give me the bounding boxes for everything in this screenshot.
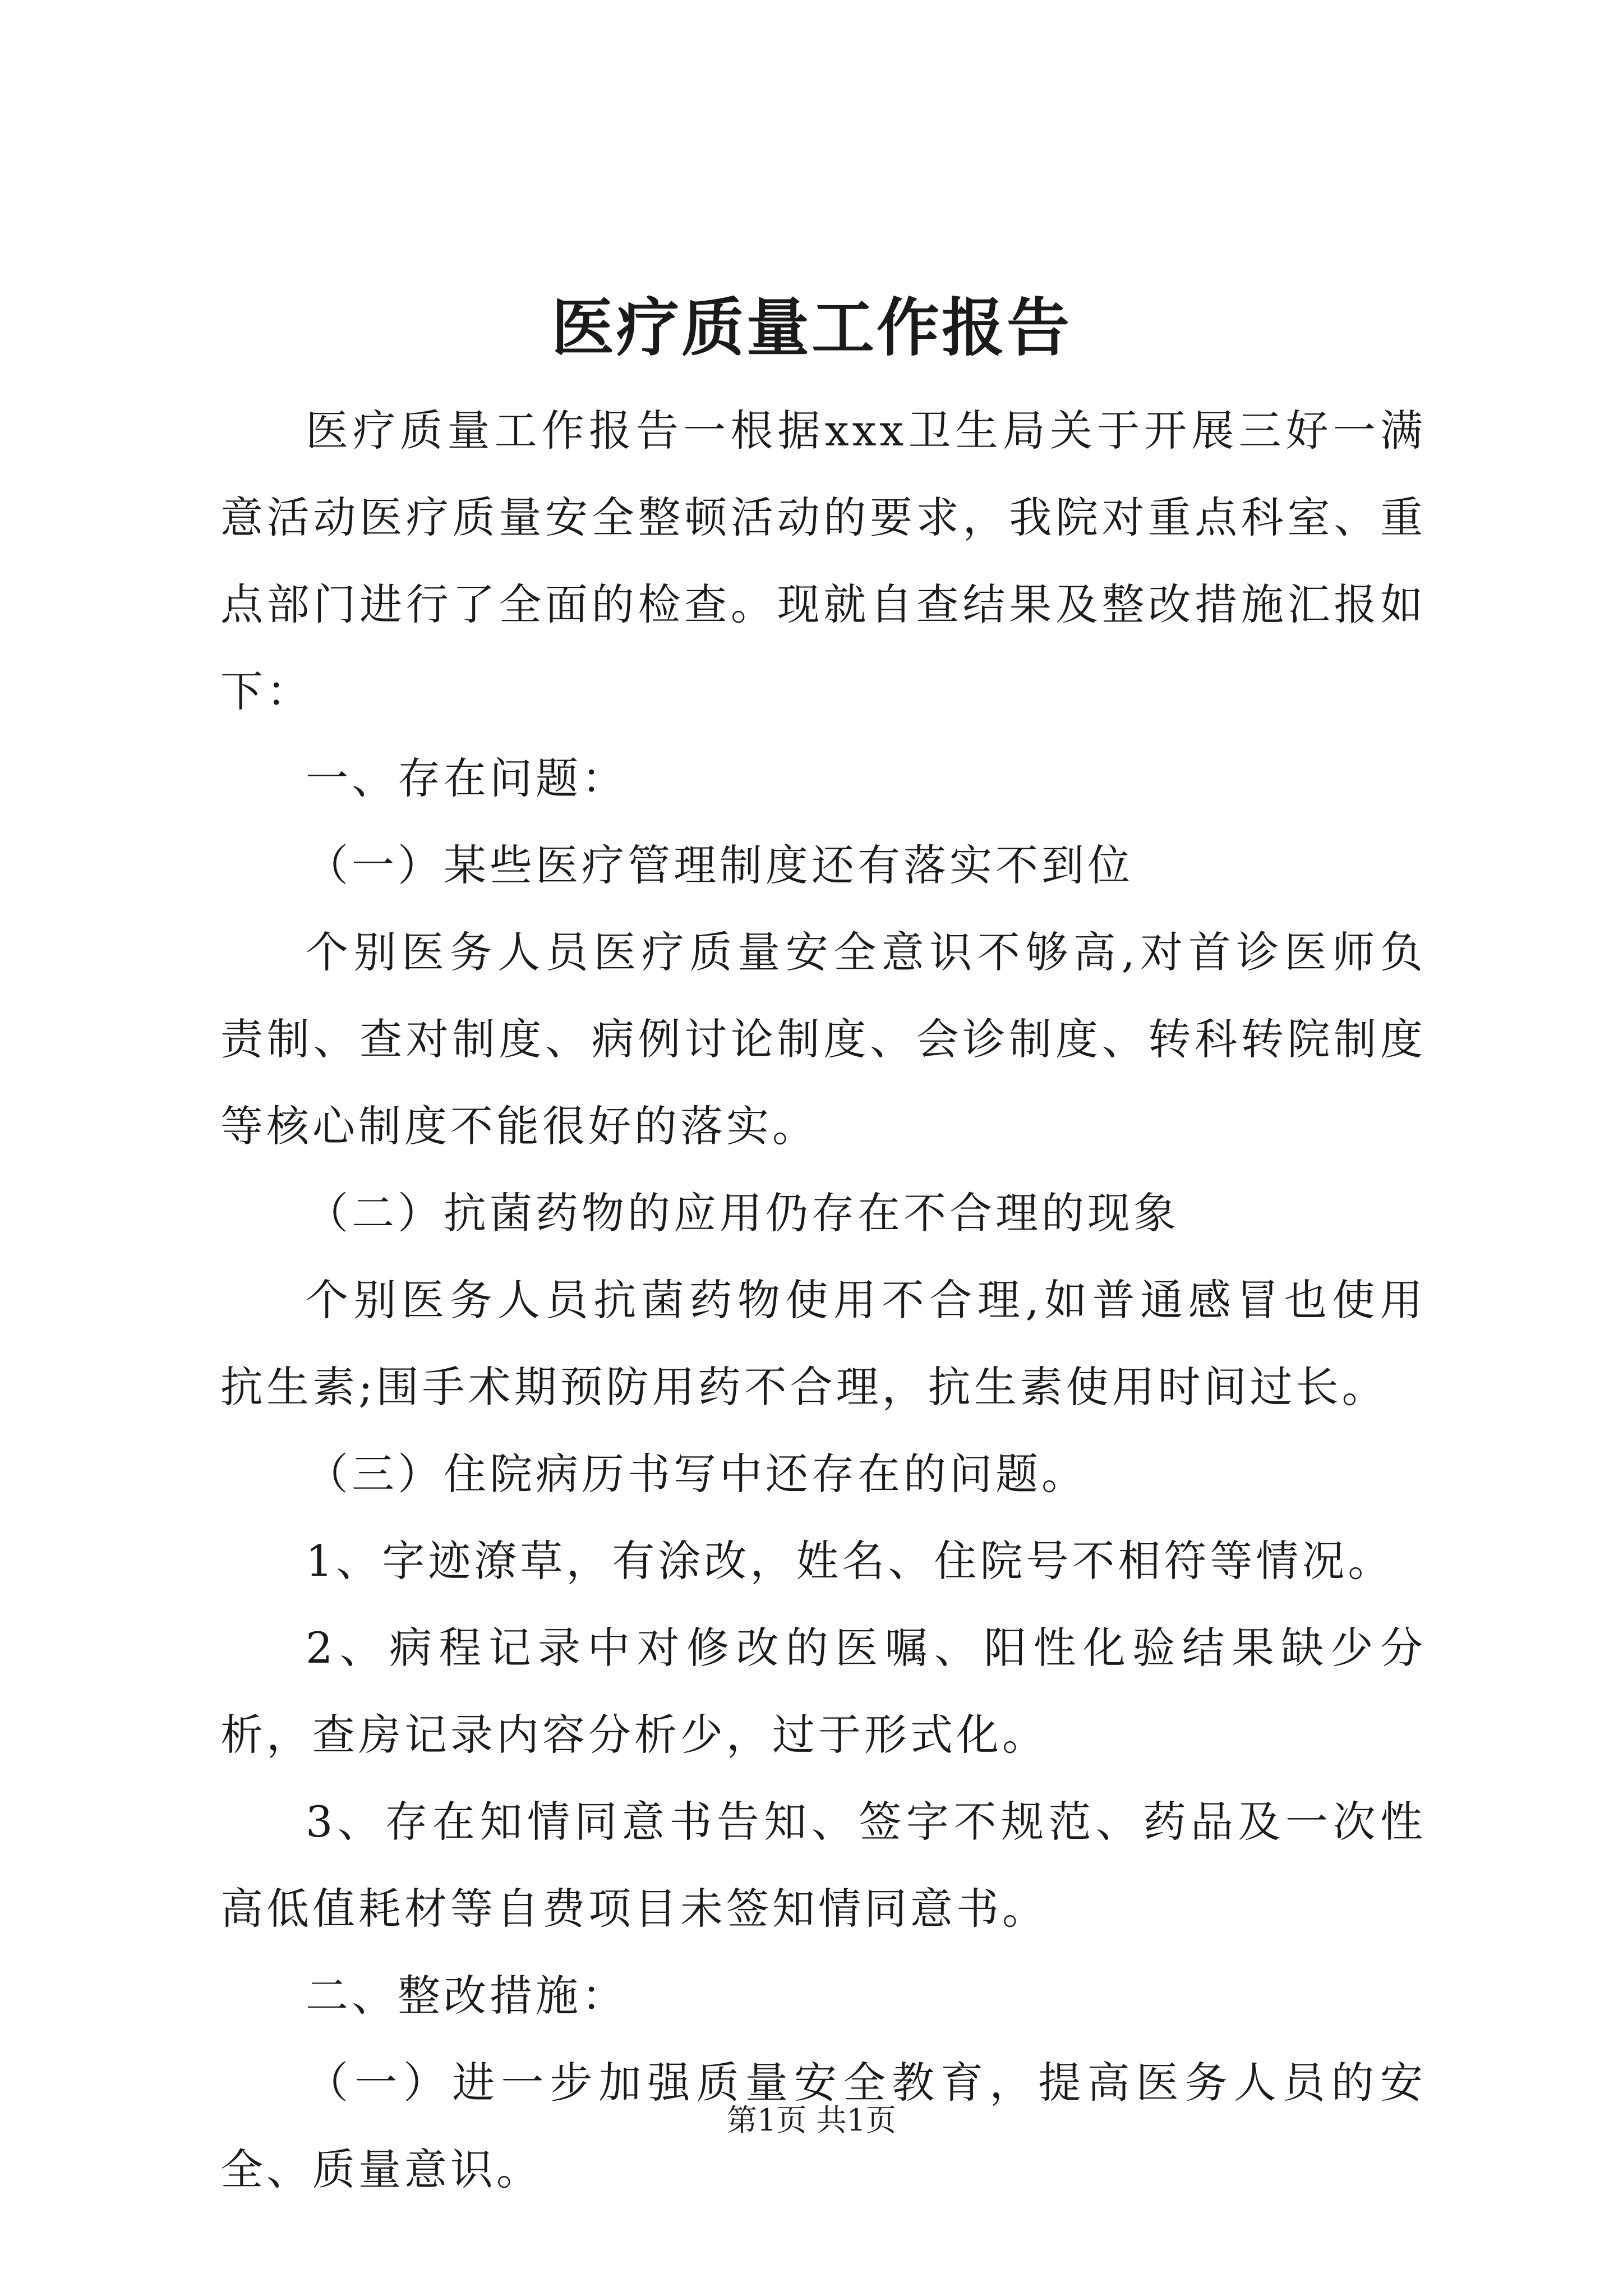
- list-item-1: 1、字迹潦草，有涂改，姓名、住院号不相符等情况。: [306, 1536, 1394, 1586]
- document-title: 医疗质量工作报告: [551, 291, 1072, 365]
- subheading-problem-1: （一）某些医疗管理制度还有落实不到位: [306, 840, 1133, 890]
- heading-measures: 二、整改措施：: [306, 1971, 628, 2021]
- subheading-problem-2: （二）抗菌药物的应用仍存在不合理的现象: [306, 1188, 1179, 1238]
- subheading-problem-3: （三）住院病历书写中还存在的问题。: [306, 1449, 1087, 1499]
- list-item-3: 3、存在知情同意书告知、签字不规范、药品及一次性高低值耗材等自费项目未签知情同意书。: [220, 1797, 1426, 1934]
- paragraph-problem-2: 个别医务人员抗菌药物使用不合理,如普通感冒也使用抗生素;围手术期预防用药不合理，抗生素使用时间过长。: [220, 1275, 1426, 1412]
- subheading-measure-1: （一）进一步加强质量安全教育，提高医务人员的安全、质量意识。: [220, 2058, 1426, 2194]
- heading-problems: 一、存在问题：: [306, 753, 628, 803]
- document-body: [220, 387, 1426, 2213]
- paragraph-problem-1: 个别医务人员医疗质量安全意识不够高,对首诊医师负责制、查对制度、病例讨论制度、会诊制度、转科转院制度等核心制度不能很好的落实。: [220, 927, 1426, 1151]
- paragraph-intro: 医疗质量工作报告一根据xxx卫生局关于开展三好一满意活动医疗质量安全整顿活动的要求，我院对重点科室、重点部门进行了全面的检查。现就自查结果及整改措施汇报如下：: [220, 406, 1426, 716]
- list-item-2: 2、病程记录中对修改的医嘱、阳性化验结果缺少分析，查房记录内容分析少，过于形式化。: [220, 1623, 1426, 1760]
- page-footer: 第1页 共1页: [727, 2102, 896, 2138]
